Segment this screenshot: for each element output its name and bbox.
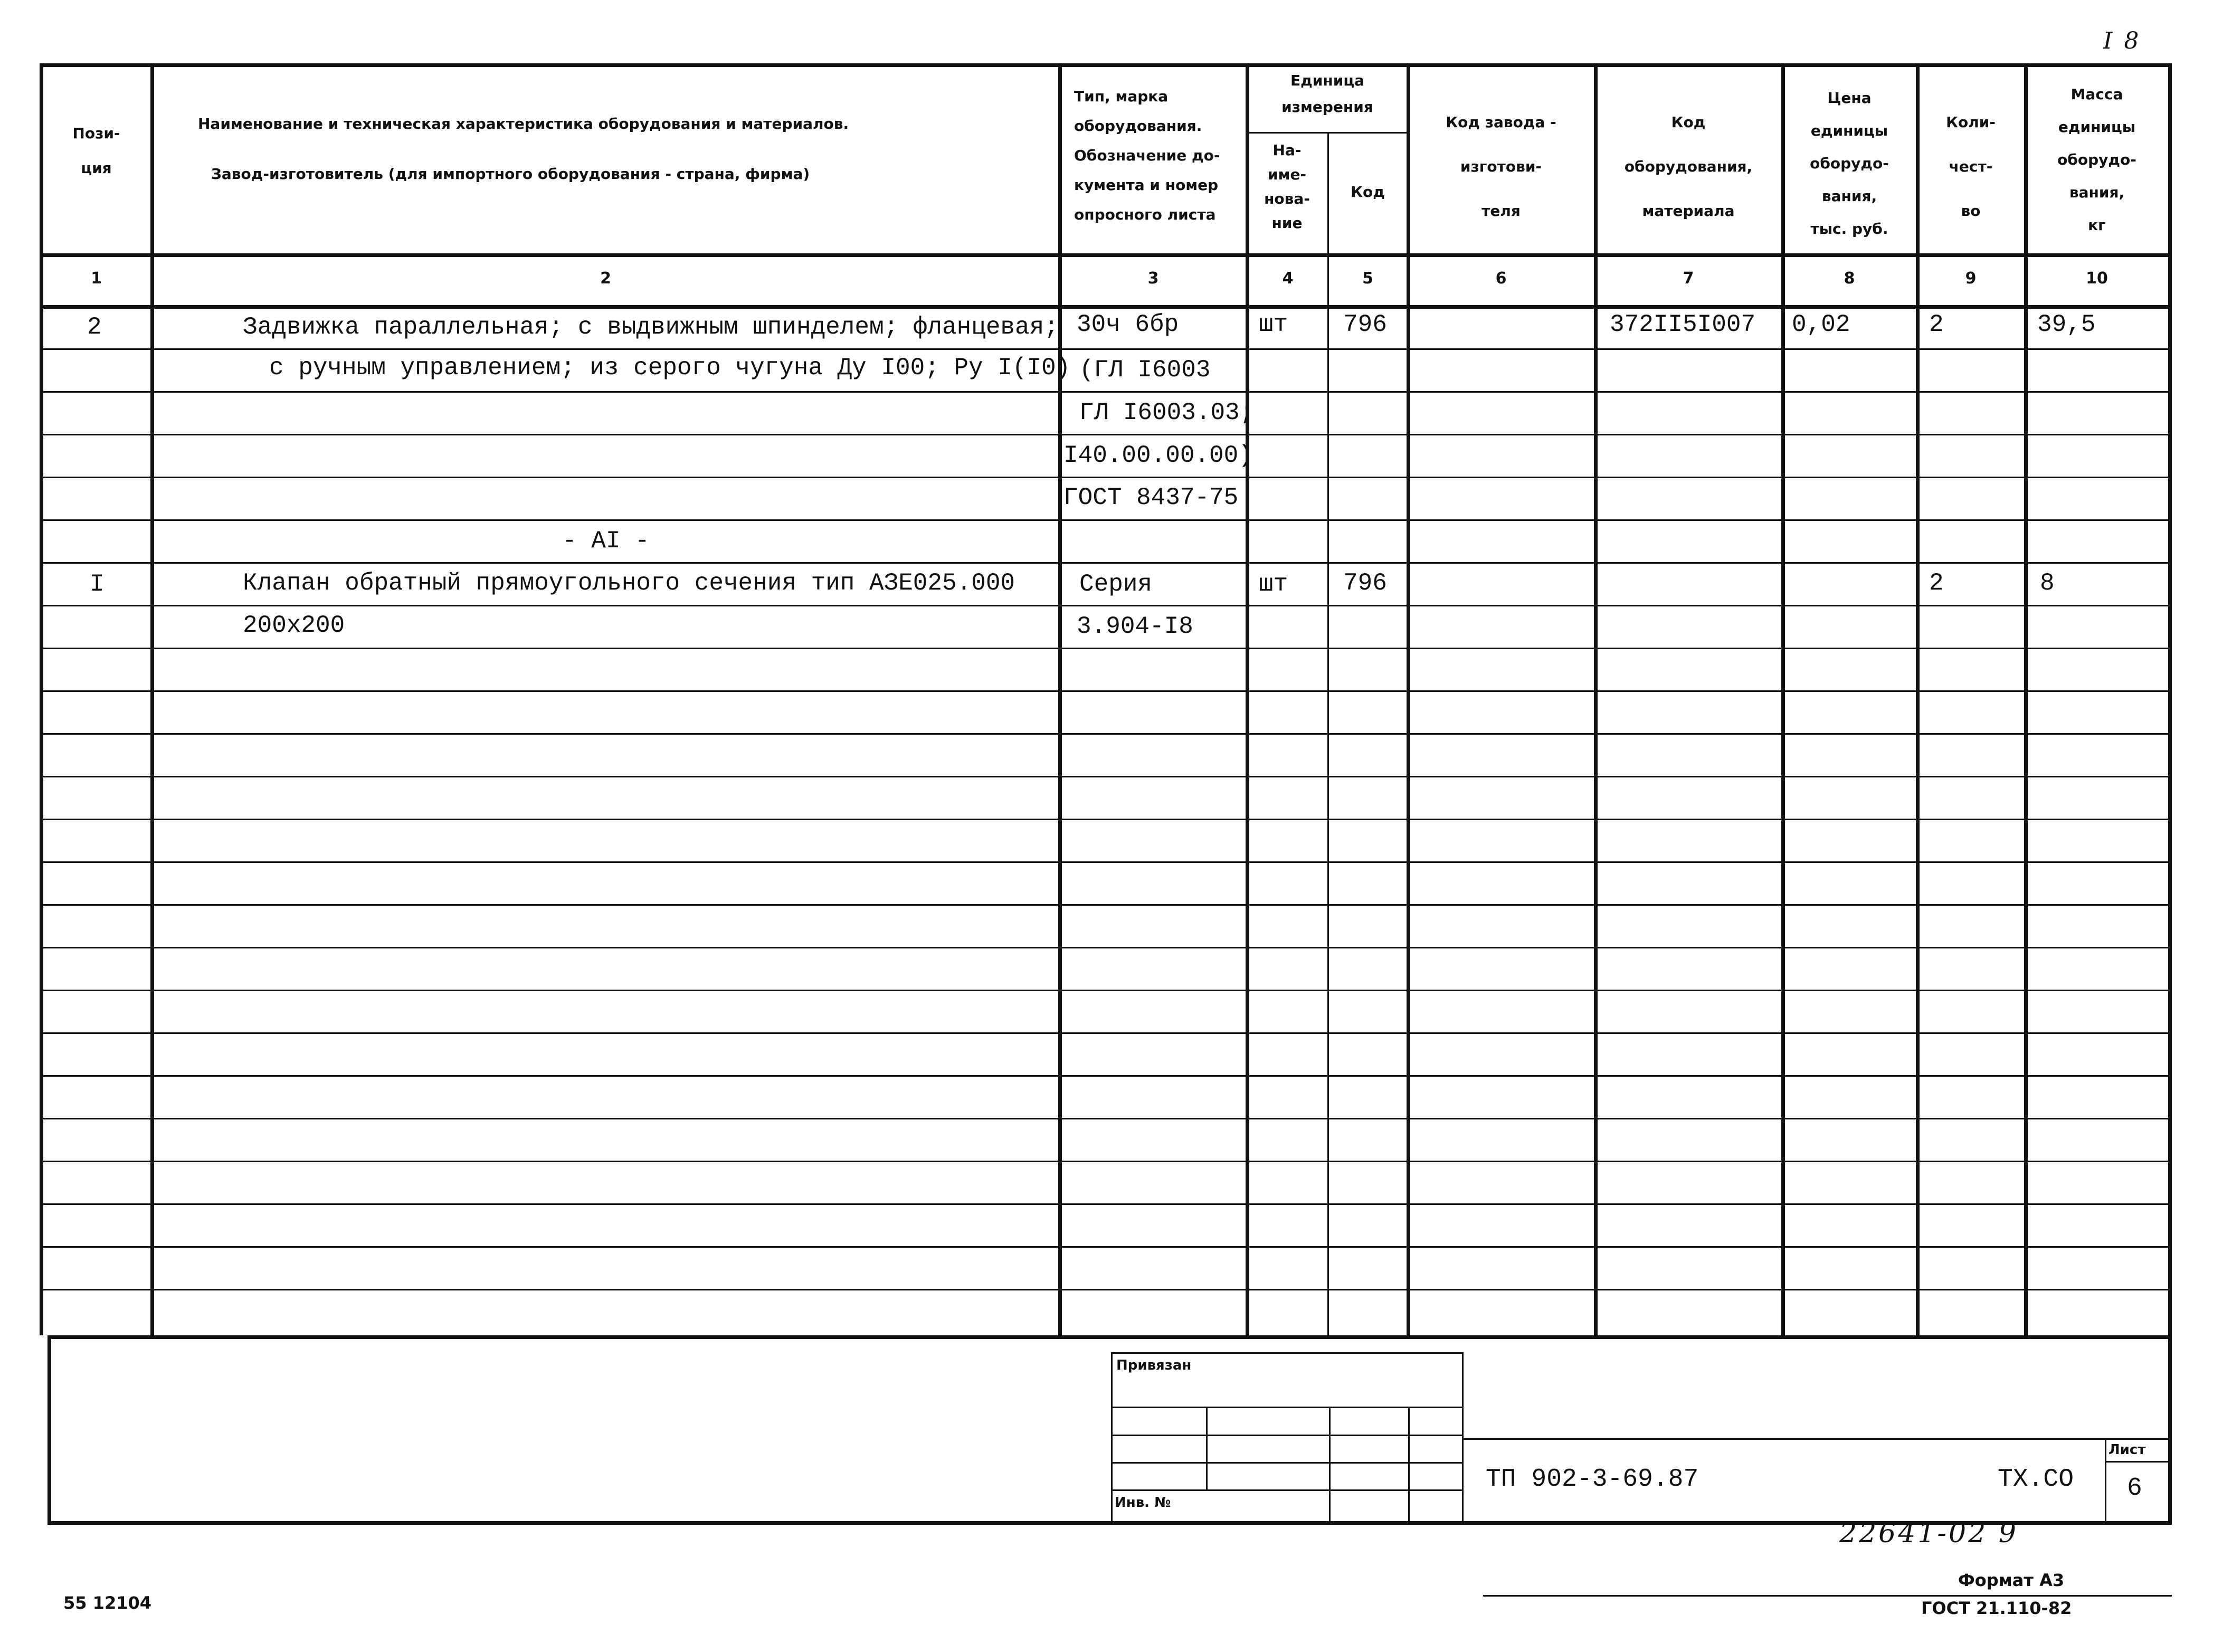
header-unit-group: Единица измерения	[1281, 72, 1373, 116]
cell-type: I40.00.00.00)	[1063, 442, 1253, 469]
archive-number: 22641-02 9	[1839, 1517, 2018, 1549]
cell-name: Задвижка параллельная; с выдвижным шпинделем; фланцевая;	[243, 314, 1059, 341]
cell-type: (ГЛ I6003	[1079, 356, 1211, 384]
cell-quantity: 2	[1929, 311, 1944, 338]
sheet-number: 6	[2127, 1474, 2142, 1503]
column-number: 4	[1282, 269, 1294, 288]
cell-name: Клапан обратный прямоугольного сечения тип АЗЕ025.000	[243, 569, 1015, 597]
cell-quantity: 2	[1929, 569, 1944, 597]
header-plant-code: Код завода - изготови- теля	[1446, 113, 1556, 220]
cell-section-title: - AI -	[562, 527, 650, 555]
footer-gost: ГОСТ 21.110-82	[1921, 1598, 2072, 1618]
header-equipment-code: Код оборудования, материала	[1624, 113, 1753, 220]
column-number: 3	[1147, 269, 1159, 288]
cell-type: ГЛ I6003.03;	[1079, 399, 1255, 426]
header-unit-code: Код	[1351, 183, 1385, 201]
header-quantity: Коли- чест- во	[1946, 113, 1996, 220]
column-number: 1	[91, 269, 102, 288]
footer-format: Формат А3	[1958, 1570, 2065, 1590]
column-number: 5	[1362, 269, 1373, 288]
column-number: 10	[2086, 269, 2108, 288]
cell-unit: шт	[1259, 571, 1288, 598]
cell-position: I	[90, 571, 105, 598]
cell-price: 0,02	[1792, 311, 1850, 338]
cell-type: Серия	[1079, 571, 1153, 598]
sheet-label: Лист	[2108, 1442, 2146, 1458]
cell-mass: 39,5	[2037, 311, 2096, 338]
column-number: 9	[1965, 269, 1977, 288]
header-name-line1: Наименование и техническая характеристика оборудования и материалов.	[198, 115, 849, 132]
cell-type: ГОСТ 8437-75	[1063, 484, 1239, 511]
cell-equipment-code: 372II5I007	[1610, 311, 1756, 338]
header-position: Пози- ция	[72, 125, 120, 177]
document-type: ТХ.СО	[1998, 1465, 2074, 1494]
column-number: 8	[1844, 269, 1855, 288]
corner-mark: I 8	[2103, 27, 2141, 54]
cell-unit-code: 796	[1343, 569, 1387, 597]
column-number: 7	[1683, 269, 1694, 288]
cell-type: 30ч 6бр	[1077, 311, 1179, 338]
cell-mass: 8	[2040, 569, 2055, 597]
footer-left-code: 55 12104	[63, 1593, 151, 1613]
stamp-privyazan: Привязан	[1116, 1357, 1192, 1373]
cell-name: 200х200	[243, 612, 345, 639]
header-price: Цена единицы оборудо- вания, тыс. руб.	[1810, 89, 1889, 238]
cell-unit: шт	[1259, 311, 1288, 338]
cell-position: 2	[87, 314, 102, 341]
header-mass: Масса единицы оборудо- вания, кг	[2057, 86, 2136, 234]
header-unit-name: На- име- нова- ние	[1264, 141, 1310, 232]
header-name-line2: Завод-изготовитель (для импортного оборудования - страна, фирма)	[211, 165, 810, 183]
stamp-inventory-no: Инв. №	[1115, 1495, 1171, 1511]
document-code: ТП 902-3-69.87	[1486, 1465, 1699, 1494]
column-number: 2	[600, 269, 611, 288]
cell-unit-code: 796	[1343, 311, 1387, 338]
cell-name: с ручным управлением; из серого чугуна Ду I00; Ру I(I0)	[269, 354, 1071, 382]
header-type: Тип, марка оборудования. Обозначение до- кумента и номер опросного листа	[1074, 88, 1220, 223]
column-number: 6	[1495, 269, 1507, 288]
cell-type: 3.904-I8	[1077, 613, 1193, 640]
